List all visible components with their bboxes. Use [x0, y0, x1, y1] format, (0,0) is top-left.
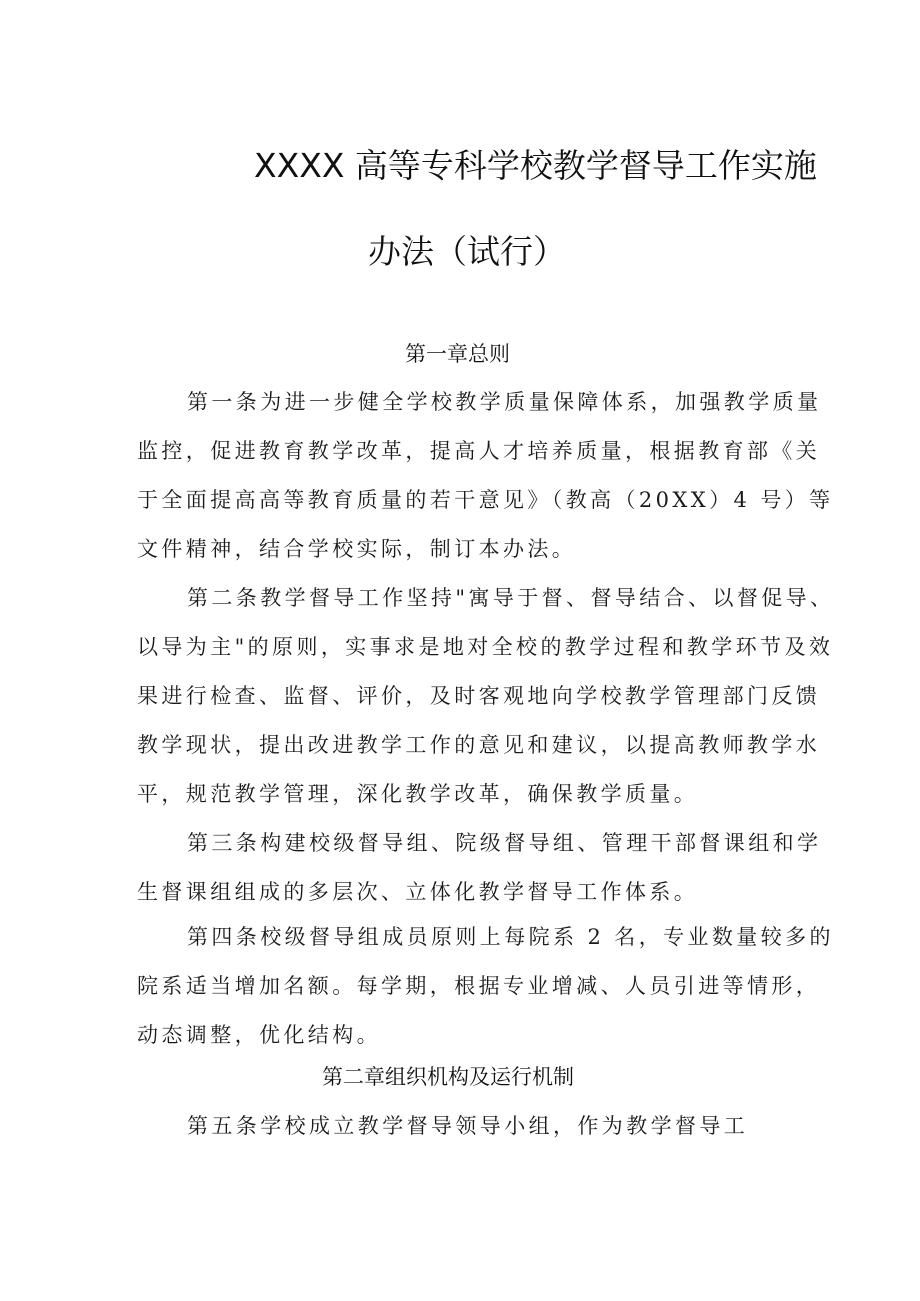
article-4-line-3: 动态调整，优化结构。 [137, 1023, 381, 1047]
article-2-line-5: 平，规范教学管理，深化教学改革，确保教学质量。 [137, 782, 699, 806]
article-3-line-2: 生督课组组成的多层次、立体化教学督导工作体系。 [137, 880, 699, 904]
article-2-line-2: 以导为主"的原则，实事求是地对全校的教学过程和教学环节及效 [137, 635, 834, 659]
article-2-line-4: 教学现状，提出改进教学工作的意见和建议，以提高教师教学水 [137, 733, 821, 757]
chapter-heading-1: 第一章总则 [405, 342, 510, 366]
article-1-line-1: 第一条为进一步健全学校教学质量保障体系，加强教学质量 [187, 390, 822, 414]
article-5-line-1: 第五条学校成立教学督导领导小组，作为教学督导工 [187, 1114, 749, 1138]
article-2-line-3: 果进行检查、监督、评价，及时客观地向学校教学管理部门反馈 [137, 684, 821, 708]
document-title-line-1: XXXX 高等专科学校教学督导工作实施 [254, 146, 817, 185]
article-2-line-1: 第二条教学督导工作坚持"寓导于督、督导结合、以督促导、 [187, 586, 835, 610]
chapter-heading-2: 第二章组织机构及运行机制 [322, 1065, 574, 1089]
article-1-line-2: 监控，促进教育教学改革，提高人才培养质量，根据教育部《关 [137, 439, 821, 463]
article-1-line-4: 文件精神，结合学校实际，制订本办法。 [137, 537, 577, 561]
document-title-line-2: 办法（试行） [368, 232, 566, 271]
article-4-line-2: 院系适当增加名额。每学期，根据专业增减、人员引进等情形， [137, 974, 821, 998]
article-3-line-1: 第三条构建校级督导组、院级督导组、管理干部督课组和学 [187, 831, 822, 855]
article-4-line-1: 第四条校级督导组成员原则上每院系 2 名，专业数量较多的 [187, 925, 834, 949]
article-1-line-3: 于全面提高高等教育质量的若干意见》（教高（20XX）4 号）等 [137, 488, 834, 512]
